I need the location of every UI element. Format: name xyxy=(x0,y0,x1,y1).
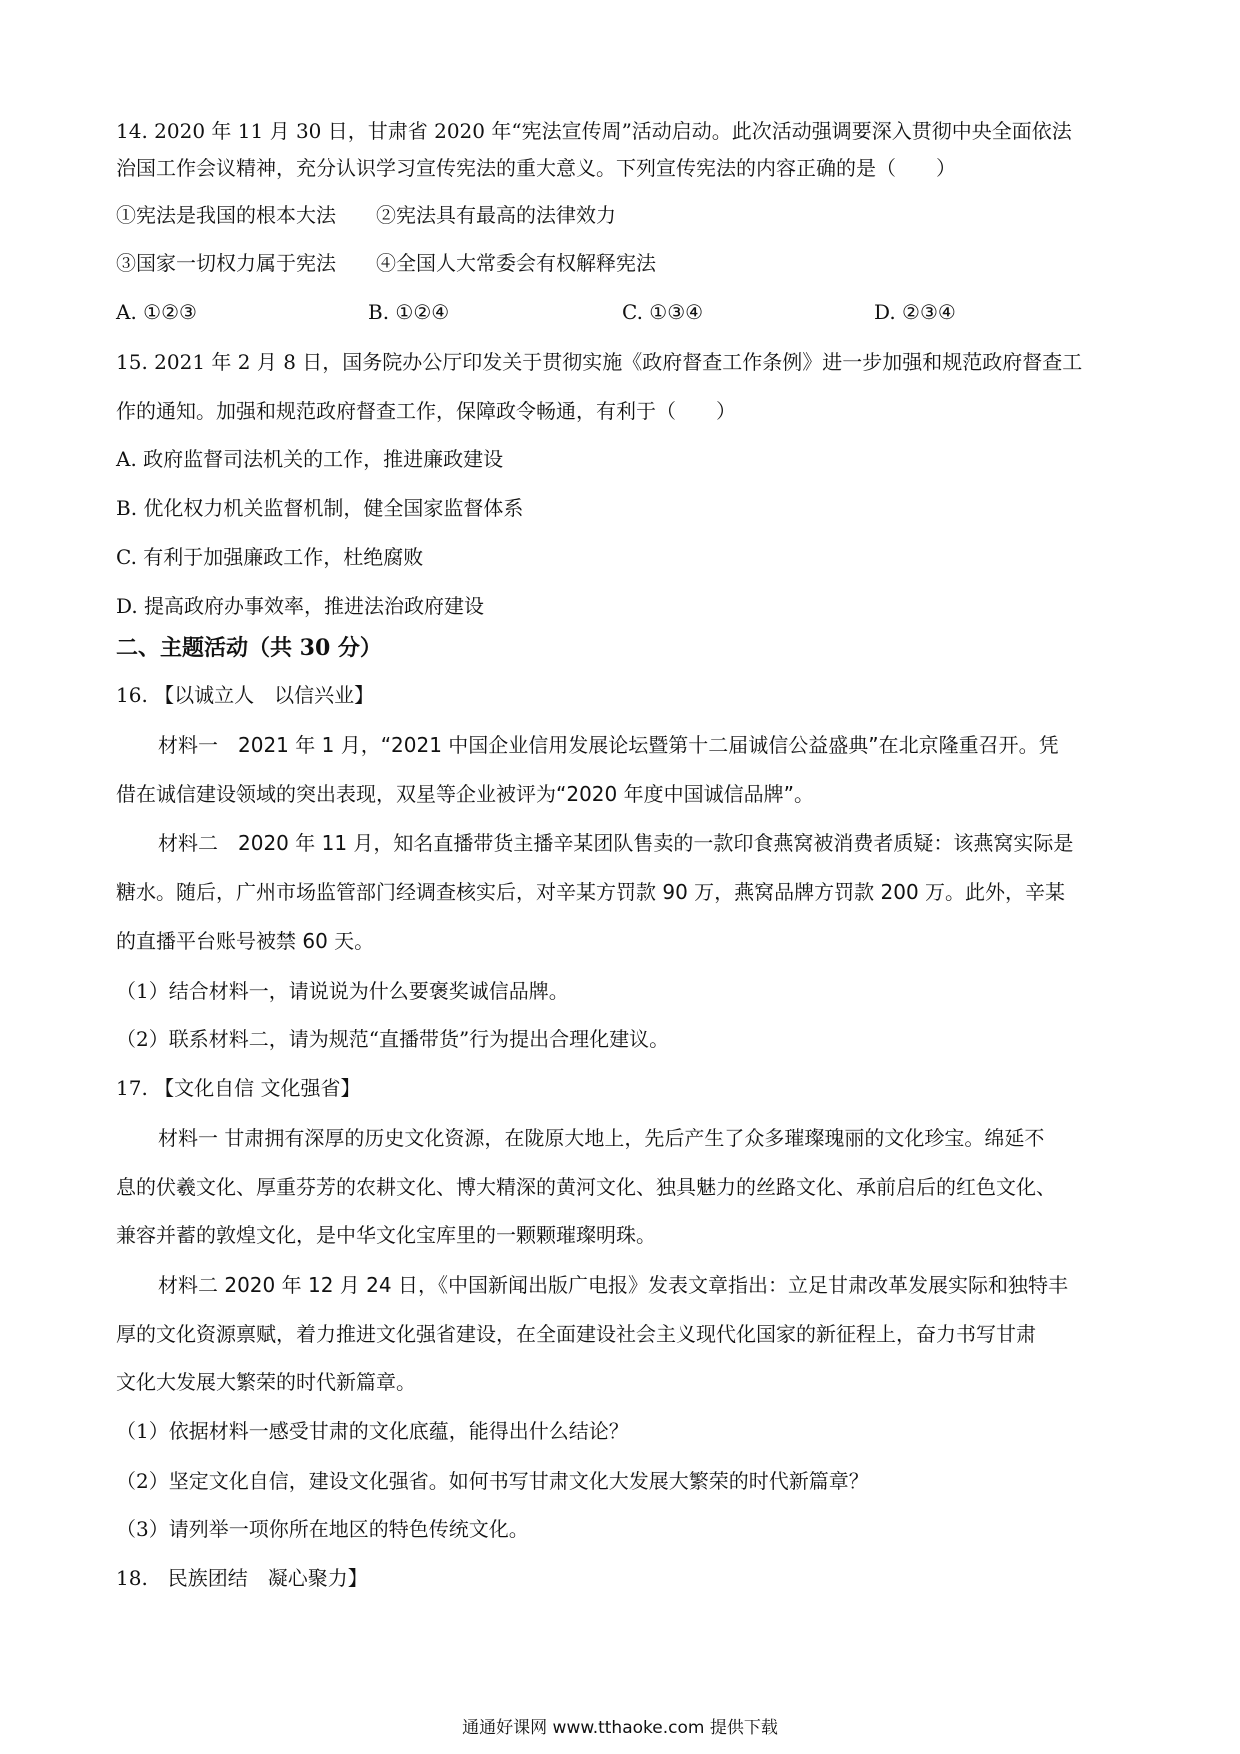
q14-stem-line1: 14. 2020 年 11 月 30 日，甘肃省 2020 年“宪法宣传周”活动启动。此次活动强调要深入贯彻中央全面依法 xyxy=(116,119,1072,143)
q16-title: 16. 【以诚立人 以信兴业】 xyxy=(116,683,375,707)
q15-stem-line1: 15. 2021 年 2 月 8 日，国务院办公厅印发关于贯彻实施《政府督查工作条例》进一步加强和规范政府督查工 xyxy=(116,350,1083,374)
q17-material1-line3: 兼容并蓄的敦煌文化，是中华文化宝库里的一颗颗璀璨明珠。 xyxy=(116,1223,656,1247)
q17-sub-question-3: （3）请列举一项你所在地区的特色传统文化。 xyxy=(116,1517,529,1541)
q15-option-b: B. 优化权力机关监督机制，健全国家监督体系 xyxy=(116,496,524,520)
q14-option-b: B. ①②④ xyxy=(368,300,450,324)
q17-title: 17. 【文化自信 文化强省】 xyxy=(116,1076,361,1100)
q14-option-c: C. ①③④ xyxy=(622,300,704,324)
q14-statement-line2: ③国家一切权力属于宪法 ④全国人大常委会有权解释宪法 xyxy=(116,251,656,275)
q15-option-a: A. 政府监督司法机关的工作，推进廉政建设 xyxy=(116,447,504,471)
q14-option-d: D. ②③④ xyxy=(874,300,956,324)
section-heading: 二、主题活动（共 30 分） xyxy=(116,635,382,661)
q16-material2-line3: 的直播平台账号被禁 60 天。 xyxy=(116,929,375,953)
q17-material2-line2: 厚的文化资源禀赋，着力推进文化强省建设，在全面建设社会主义现代化国家的新征程上，奋力书写甘肃 xyxy=(116,1322,1036,1346)
q17-material1-line2: 息的伏羲文化、厚重芬芳的农耕文化、博大精深的黄河文化、独具魅力的丝路文化、承前启后的红色文化、 xyxy=(116,1175,1056,1199)
q16-sub-question-1: （1）结合材料一，请说说为什么要褒奖诚信品牌。 xyxy=(116,979,569,1003)
q15-stem-line2: 作的通知。加强和规范政府督查工作，保障政令畅通，有利于（ ） xyxy=(116,399,736,423)
q17-material2-line3: 文化大发展大繁荣的时代新篇章。 xyxy=(116,1370,416,1394)
q15-option-d: D. 提高政府办事效率，推进法治政府建设 xyxy=(116,594,485,618)
q16-material2-line1: 材料二 2020 年 11 月，知名直播带货主播辛某团队售卖的一款印食燕窝被消费者质疑：该燕窝实际是 xyxy=(158,831,1074,855)
q16-material1-line1: 材料一 2021 年 1 月，“2021 中国企业信用发展论坛暨第十二届诚信公益盛典”在北京隆重召开。凭 xyxy=(158,733,1059,757)
q14-stem-line2: 治国工作会议精神，充分认识学习宣传宪法的重大意义。下列宣传宪法的内容正确的是（ ） xyxy=(116,156,956,180)
q16-sub-question-2: （2）联系材料二，请为规范“直播带货”行为提出合理化建议。 xyxy=(116,1027,670,1051)
q14-statement-line1: ①宪法是我国的根本大法 ②宪法具有最高的法律效力 xyxy=(116,203,616,227)
q17-material1-line1: 材料一 甘肃拥有深厚的历史文化资源，在陇原大地上，先后产生了众多璀璨瑰丽的文化珍宝。绵延不 xyxy=(158,1126,1045,1150)
q16-material2-line2: 糖水。随后，广州市场监管部门经调查核实后，对辛某方罚款 90 万，燕窝品牌方罚款 200 万。此外，辛某 xyxy=(116,880,1066,904)
q17-sub-question-1: （1）依据材料一感受甘肃的文化底蕴，能得出什么结论？ xyxy=(116,1419,629,1443)
q15-option-c: C. 有利于加强廉政工作，杜绝腐败 xyxy=(116,545,424,569)
q18-title: 18. 民族团结 凝心聚力】 xyxy=(116,1566,368,1590)
q14-option-a: A. ①②③ xyxy=(116,300,197,324)
q17-sub-question-2: （2）坚定文化自信，建设文化强省。如何书写甘肃文化大发展大繁荣的时代新篇章？ xyxy=(116,1469,869,1493)
q16-material1-line2: 借在诚信建设领域的突出表现，双星等企业被评为“2020 年度中国诚信品牌”。 xyxy=(116,782,814,806)
footer-watermark: 通通好课网 www.tthaoke.com 提供下载 xyxy=(462,1718,778,1738)
q17-material2-line1: 材料二 2020 年 12 月 24 日，《中国新闻出版广电报》发表文章指出：立足甘肃改革发展实际和独特丰 xyxy=(158,1273,1068,1297)
